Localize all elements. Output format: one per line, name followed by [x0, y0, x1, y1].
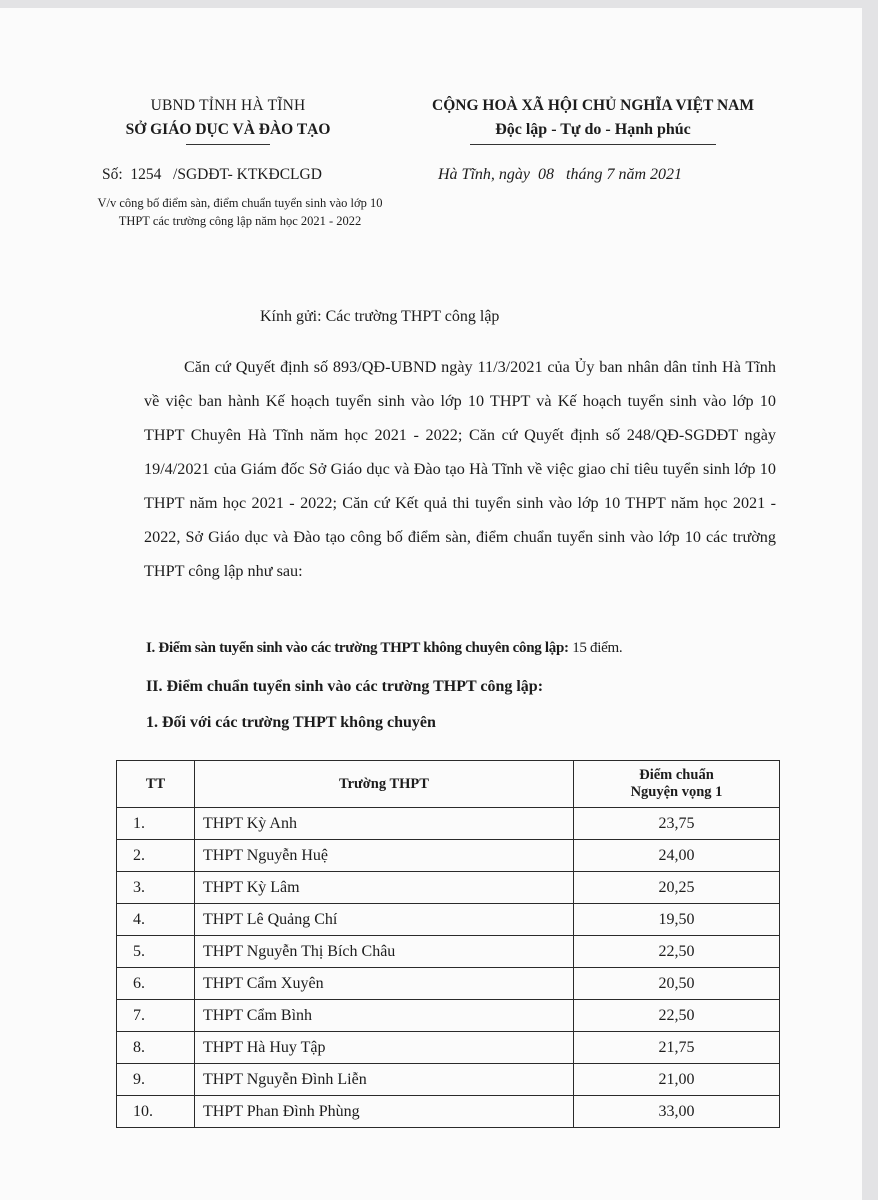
school-name: THPT Kỳ Anh [195, 808, 574, 840]
school-name: THPT Nguyễn Đình Liễn [195, 1064, 574, 1096]
school-name: THPT Nguyễn Huệ [195, 840, 574, 872]
header-score-line-1: Điểm chuẩn [639, 767, 714, 783]
table-row [117, 1096, 780, 1128]
document-page [0, 8, 862, 1200]
header-school: Trường THPT [195, 761, 574, 808]
national-motto: Độc lập - Tự do - Hạnh phúc [495, 121, 691, 138]
section-1-value: 15 điểm. [568, 640, 623, 656]
table-row [117, 936, 780, 968]
row-number: 6. [117, 968, 195, 1000]
score-value: 22,50 [574, 1000, 780, 1032]
row-number: 3. [117, 872, 195, 904]
school-name: THPT Phan Đình Phùng [195, 1096, 574, 1128]
header-score [574, 761, 780, 808]
score-value: 21,75 [574, 1032, 780, 1064]
table-row [117, 1000, 780, 1032]
table-row [117, 968, 780, 1000]
table-row [117, 1064, 780, 1096]
document-date: Hà Tĩnh, ngày 08 tháng 7 năm 2021 [438, 166, 682, 183]
motto-underline [470, 144, 716, 145]
school-name: THPT Cẩm Bình [195, 1000, 574, 1032]
document-number: Số: 1254 /SGDĐT- KTKĐCLGD [102, 166, 322, 183]
national-header [398, 94, 788, 142]
authority-line-2: SỞ GIÁO DỤC VÀ ĐÀO TẠO [125, 121, 331, 138]
school-name: THPT Kỳ Lâm [195, 872, 574, 904]
row-number: 9. [117, 1064, 195, 1096]
section-2-heading: II. Điểm chuẩn tuyển sinh vào các trường THPT công lập: [146, 678, 544, 695]
score-value: 33,00 [574, 1096, 780, 1128]
score-value: 22,50 [574, 936, 780, 968]
score-value: 19,50 [574, 904, 780, 936]
issuing-authority [90, 94, 366, 142]
score-value: 20,25 [574, 872, 780, 904]
score-value: 24,00 [574, 840, 780, 872]
table-row [117, 1032, 780, 1064]
table-row [117, 904, 780, 936]
section-2-1-heading: 1. Đối với các trường THPT không chuyên [146, 714, 436, 731]
row-number: 10. [117, 1096, 195, 1128]
header-score-line-2: Nguyện vọng 1 [630, 784, 723, 800]
score-value: 20,50 [574, 968, 780, 1000]
school-name: THPT Cẩm Xuyên [195, 968, 574, 1000]
row-number: 7. [117, 1000, 195, 1032]
score-value: 23,75 [574, 808, 780, 840]
authority-line-1: UBND TỈNH HÀ TĨNH [150, 97, 306, 114]
row-number: 2. [117, 840, 195, 872]
header-tt: TT [117, 761, 195, 808]
row-number: 1. [117, 808, 195, 840]
table-row [117, 808, 780, 840]
school-name: THPT Hà Huy Tập [195, 1032, 574, 1064]
school-name: THPT Nguyễn Thị Bích Châu [195, 936, 574, 968]
country-name: CỘNG HOÀ XÃ HỘI CHỦ NGHĨA VIỆT NAM [432, 97, 754, 114]
table-header-row [117, 761, 780, 808]
authority-underline [186, 144, 270, 145]
recipient: Kính gửi: Các trường THPT công lập [260, 308, 500, 325]
school-name: THPT Lê Quảng Chí [195, 904, 574, 936]
section-1 [146, 640, 622, 657]
document-subject: V/v công bố điểm sàn, điểm chuẩn tuyển sinh vào lớp 10 THPT các trường công lập năm học 2021 - 2022 [97, 196, 383, 228]
row-number: 4. [117, 904, 195, 936]
table-row [117, 872, 780, 904]
section-1-label: I. Điểm sàn tuyển sinh vào các trường THPT không chuyên công lập: [146, 640, 569, 656]
body-paragraph: Căn cứ Quyết định số 893/QĐ-UBND ngày 11/3/2021 của Ủy ban nhân dân tỉnh Hà Tĩnh về việc ban hành Kế hoạch tuyển sinh vào lớp 10 THPT và Kế hoạch tuyển sinh vào lớp 10 THPT Chuyên Hà Tĩnh năm học 2021 - 2022; Căn cứ Quyết định số 248/QĐ-SGDĐT ngày 19/4/2021 của Giám đốc Sở Giáo dục và Đào tạo Hà Tĩnh về việc giao chỉ tiêu tuyển sinh lớp 10 THPT năm học 2021 - 2022; Căn cứ Kết quả thi tuyển sinh vào lớp 10 THPT năm học 2021 - 2022, Sở Giáo dục và Đào tạo công bố điểm sàn, điểm chuẩn tuyển sinh vào lớp 10 các trường THPT công lập như sau: [144, 358, 776, 580]
table-row [117, 840, 780, 872]
admission-scores-table [116, 760, 780, 1128]
score-value: 21,00 [574, 1064, 780, 1096]
row-number: 5. [117, 936, 195, 968]
row-number: 8. [117, 1032, 195, 1064]
